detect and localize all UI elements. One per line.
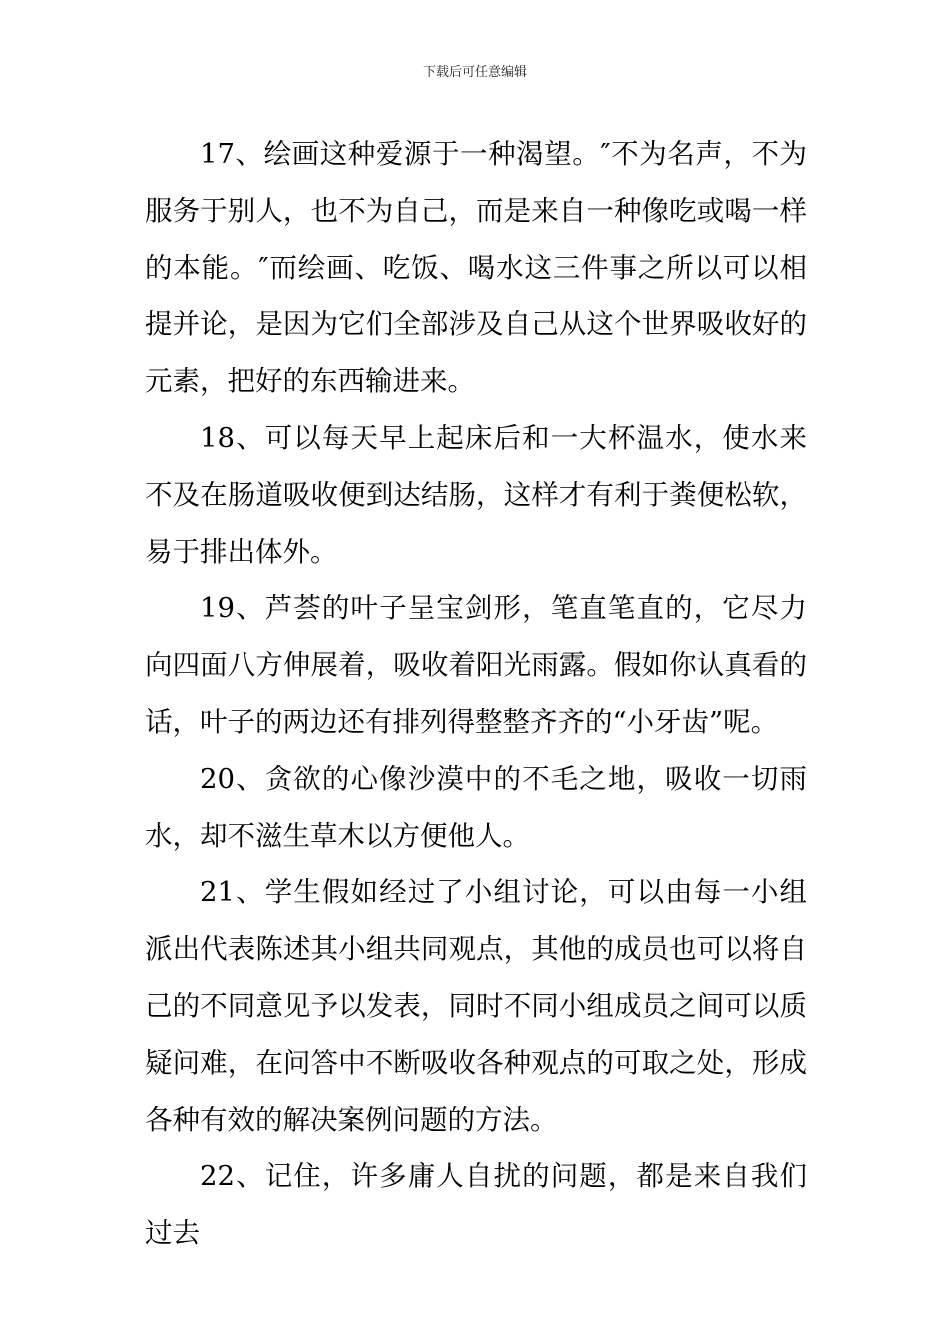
paragraph-19: 19、芦荟的叶子呈宝剑形，笔直笔直的，它尽力向四面八方伸展着，吸收着阳光雨露。假如你认真看的话，叶子的两边还有排列得整整齐齐的“小牙齿”呢。 — [145, 592, 807, 738]
paragraph-20: 20、贪欲的心像沙漠中的不毛之地，吸收一切雨水，却不滋生草木以方便他人。 — [145, 762, 807, 852]
paragraph-22: 22、记住，许多庸人自扰的问题，都是来自我们过去 — [145, 1160, 807, 1250]
paragraph-18: 18、可以每天早上起床后和一大杯温水，使水来不及在肠道吸收便到达结肠，这样才有利于粪便松软，易于排出体外。 — [145, 421, 807, 568]
document-body — [145, 126, 807, 1262]
page-header: 下载后可任意编辑 — [422, 65, 527, 80]
paragraph-21: 21、学生假如经过了小组讨论，可以由每一小组派出代表陈述其小组共同观点，其他的成员也可以将自己的不同意见予以发表，同时不同小组成员之间可以质疑问难，在问答中不断吸收各种观点的可取之处，形成各种有效的解决案例问题的方法。 — [145, 876, 807, 1136]
paragraph-17: 17、绘画这种爱源于一种渴望。″不为名声，不为服务于别人，也不为自己，而是来自一种像吃或喝一样的本能。″而绘画、吃饭、喝水这三件事之所以可以相提并论，是因为它们全部涉及自己从这个世界吸收好的元素，把好的东西输进来。 — [145, 138, 807, 398]
